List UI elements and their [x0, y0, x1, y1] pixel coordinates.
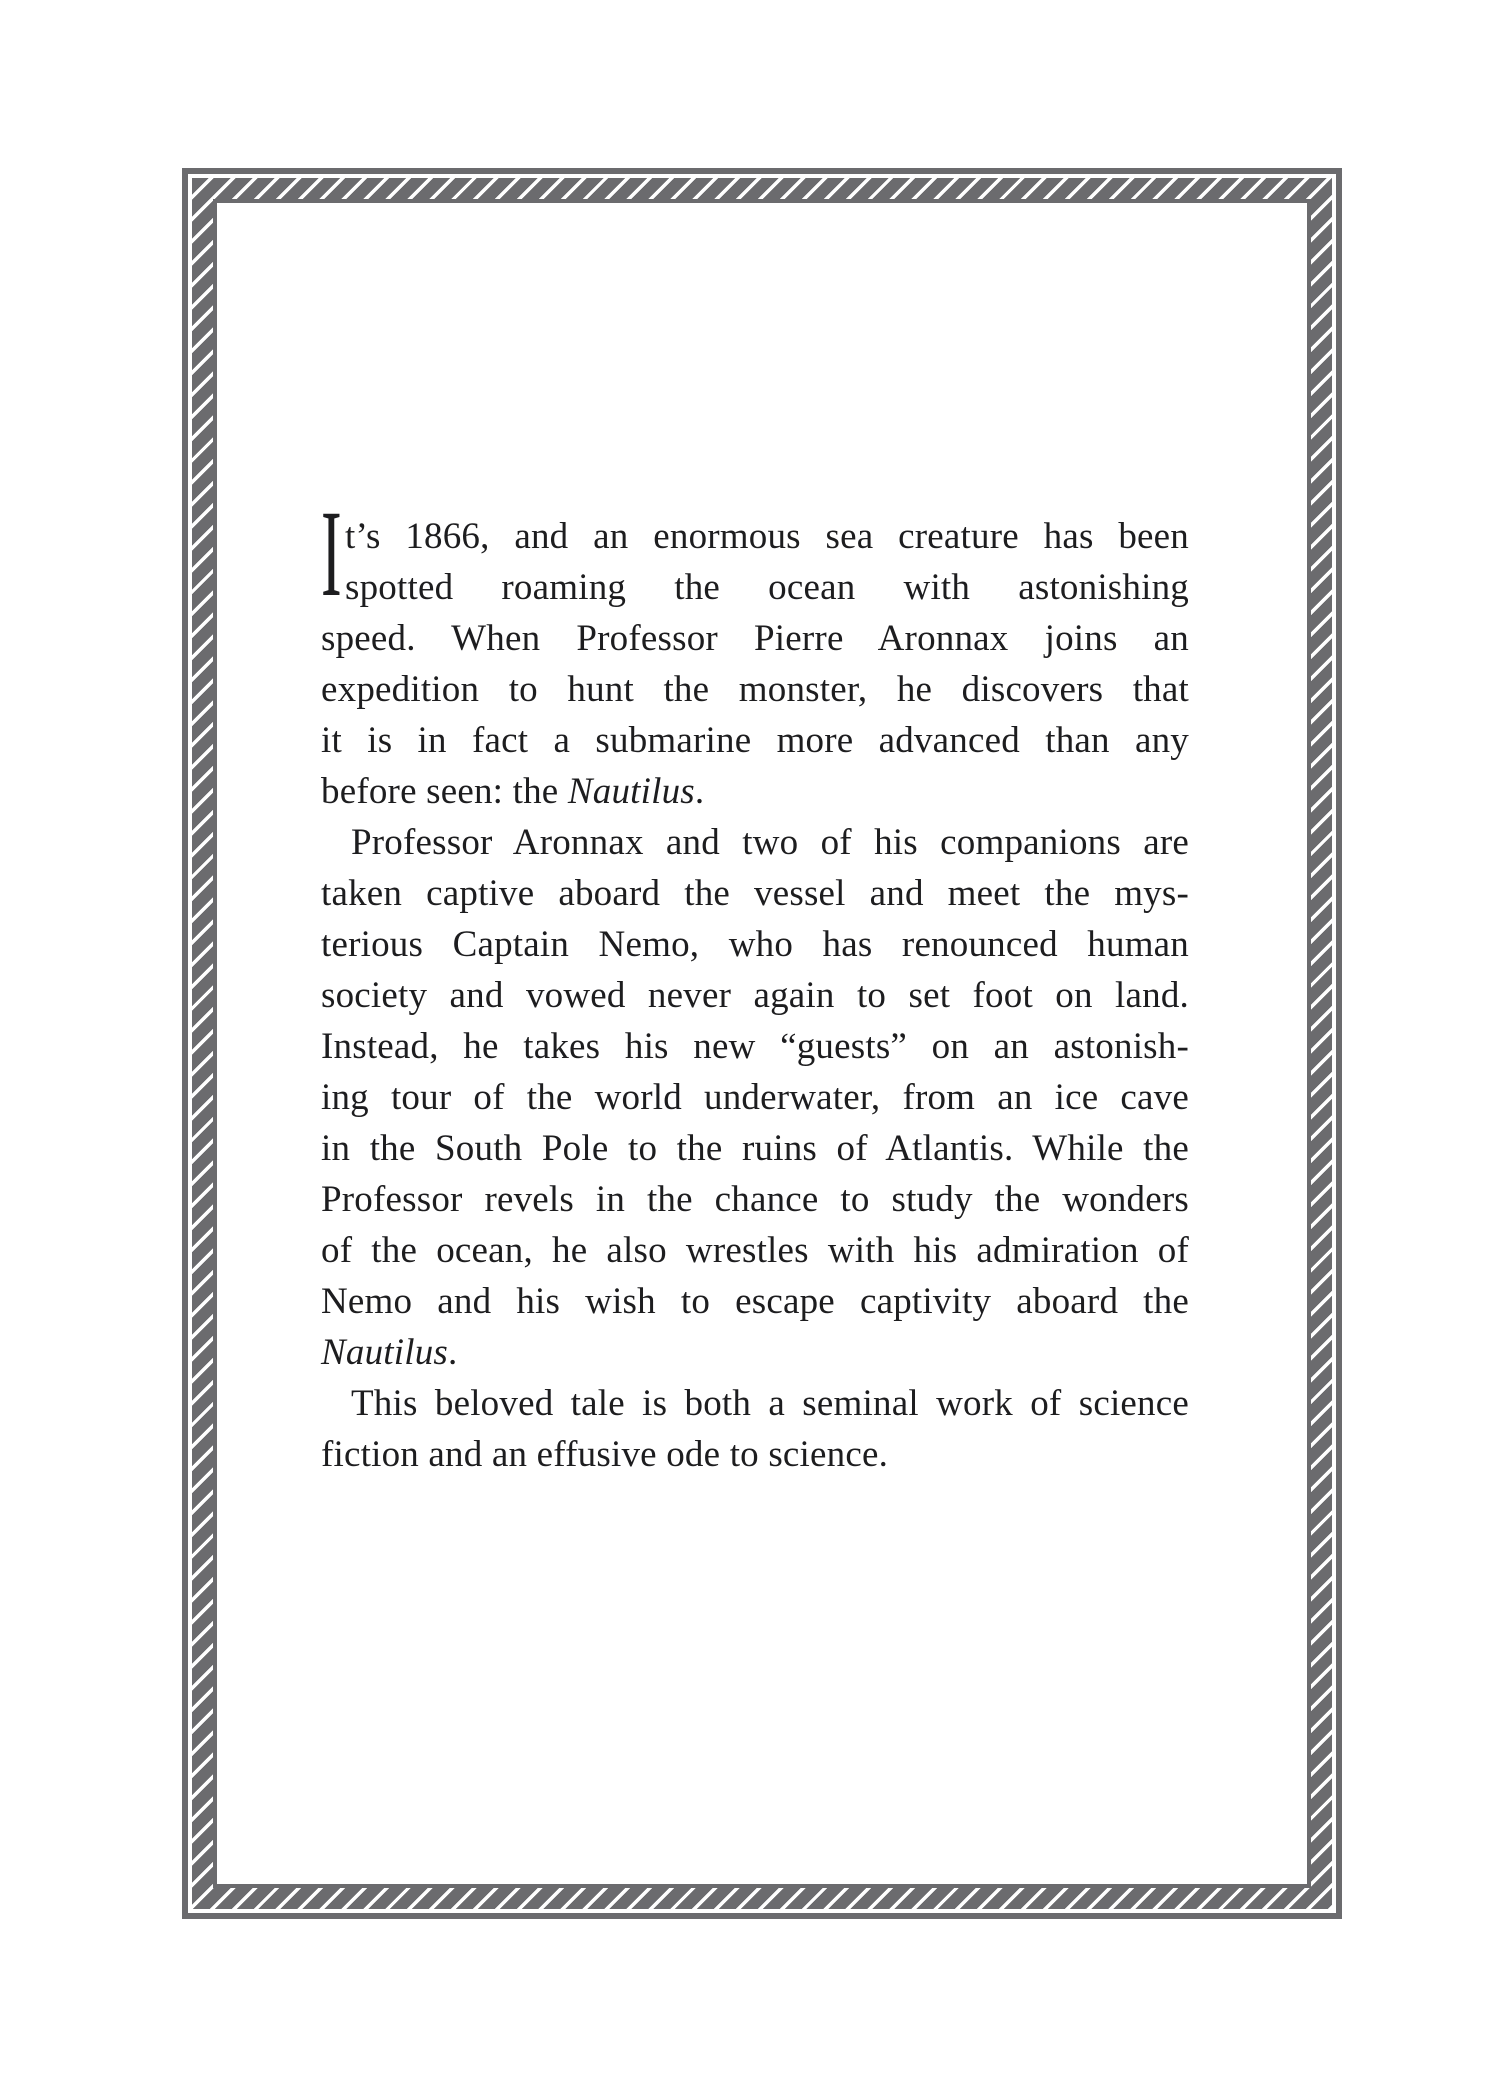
text-line: [321, 1378, 1189, 1429]
line-text: t’s 1866, and an enormous sea creature has been: [345, 516, 1189, 557]
paragraph-3: [321, 1378, 1189, 1480]
paragraph-1: [321, 485, 1189, 817]
line-text: society and vowed never again to set foot on land.: [321, 975, 1189, 1016]
text-line: [321, 1123, 1189, 1174]
line-text: .: [694, 771, 705, 812]
line-text: expedition to hunt the monster, he discovers that: [321, 669, 1189, 710]
text-line: [321, 562, 1189, 613]
rope-pattern-band: [192, 178, 1332, 1909]
text-line: [321, 613, 1189, 664]
line-text: terious Captain Nemo, who has renounced human: [321, 924, 1189, 965]
line-text: Professor revels in the chance to study the wonders: [321, 1179, 1189, 1220]
book-title-italic: Nautilus: [567, 771, 695, 812]
line-text: it is in fact a submarine more advanced than any: [321, 720, 1189, 761]
text-line: [321, 664, 1189, 715]
text-line: [321, 1276, 1189, 1327]
text-line: [321, 1021, 1189, 1072]
line-text: Instead, he takes his new “guests” on an astonish-: [321, 1026, 1189, 1067]
page-content-area: [213, 199, 1311, 1888]
text-line: [321, 1174, 1189, 1225]
text-line: [321, 1429, 1189, 1480]
book-title-italic: Nautilus: [321, 1332, 449, 1373]
line-text: .: [448, 1332, 458, 1373]
text-line: [321, 1225, 1189, 1276]
drop-cap-letter: I: [321, 485, 342, 622]
line-text: spotted roaming the ocean with astonishing: [345, 567, 1189, 608]
text-line: [321, 1072, 1189, 1123]
text-line: [321, 868, 1189, 919]
line-text: Professor Aronnax and two of his companions are: [351, 822, 1189, 863]
paragraph-2: [321, 817, 1189, 1378]
decorative-border-frame: [182, 168, 1342, 1919]
line-text: speed. When Professor Pierre Aronnax joins an: [321, 618, 1189, 659]
text-line: [321, 715, 1189, 766]
line-text: ing tour of the world underwater, from an ice cave: [321, 1077, 1189, 1118]
line-text: before seen: the: [321, 771, 568, 812]
line-text: in the South Pole to the ruins of Atlantis. While the: [321, 1128, 1189, 1169]
text-line: [321, 1327, 1189, 1378]
text-line: [321, 817, 1189, 868]
line-text: of the ocean, he also wrestles with his admiration of: [321, 1230, 1189, 1271]
book-synopsis-text: [321, 485, 1189, 1480]
text-line: [321, 970, 1189, 1021]
text-line: [321, 919, 1189, 970]
line-text: taken captive aboard the vessel and meet the mys-: [321, 873, 1189, 914]
text-line: [321, 766, 1189, 817]
line-text: fiction and an effusive ode to science.: [321, 1434, 889, 1475]
line-text: Nemo and his wish to escape captivity aboard the: [321, 1281, 1189, 1322]
line-text: This beloved tale is both a seminal work of science: [351, 1383, 1189, 1424]
